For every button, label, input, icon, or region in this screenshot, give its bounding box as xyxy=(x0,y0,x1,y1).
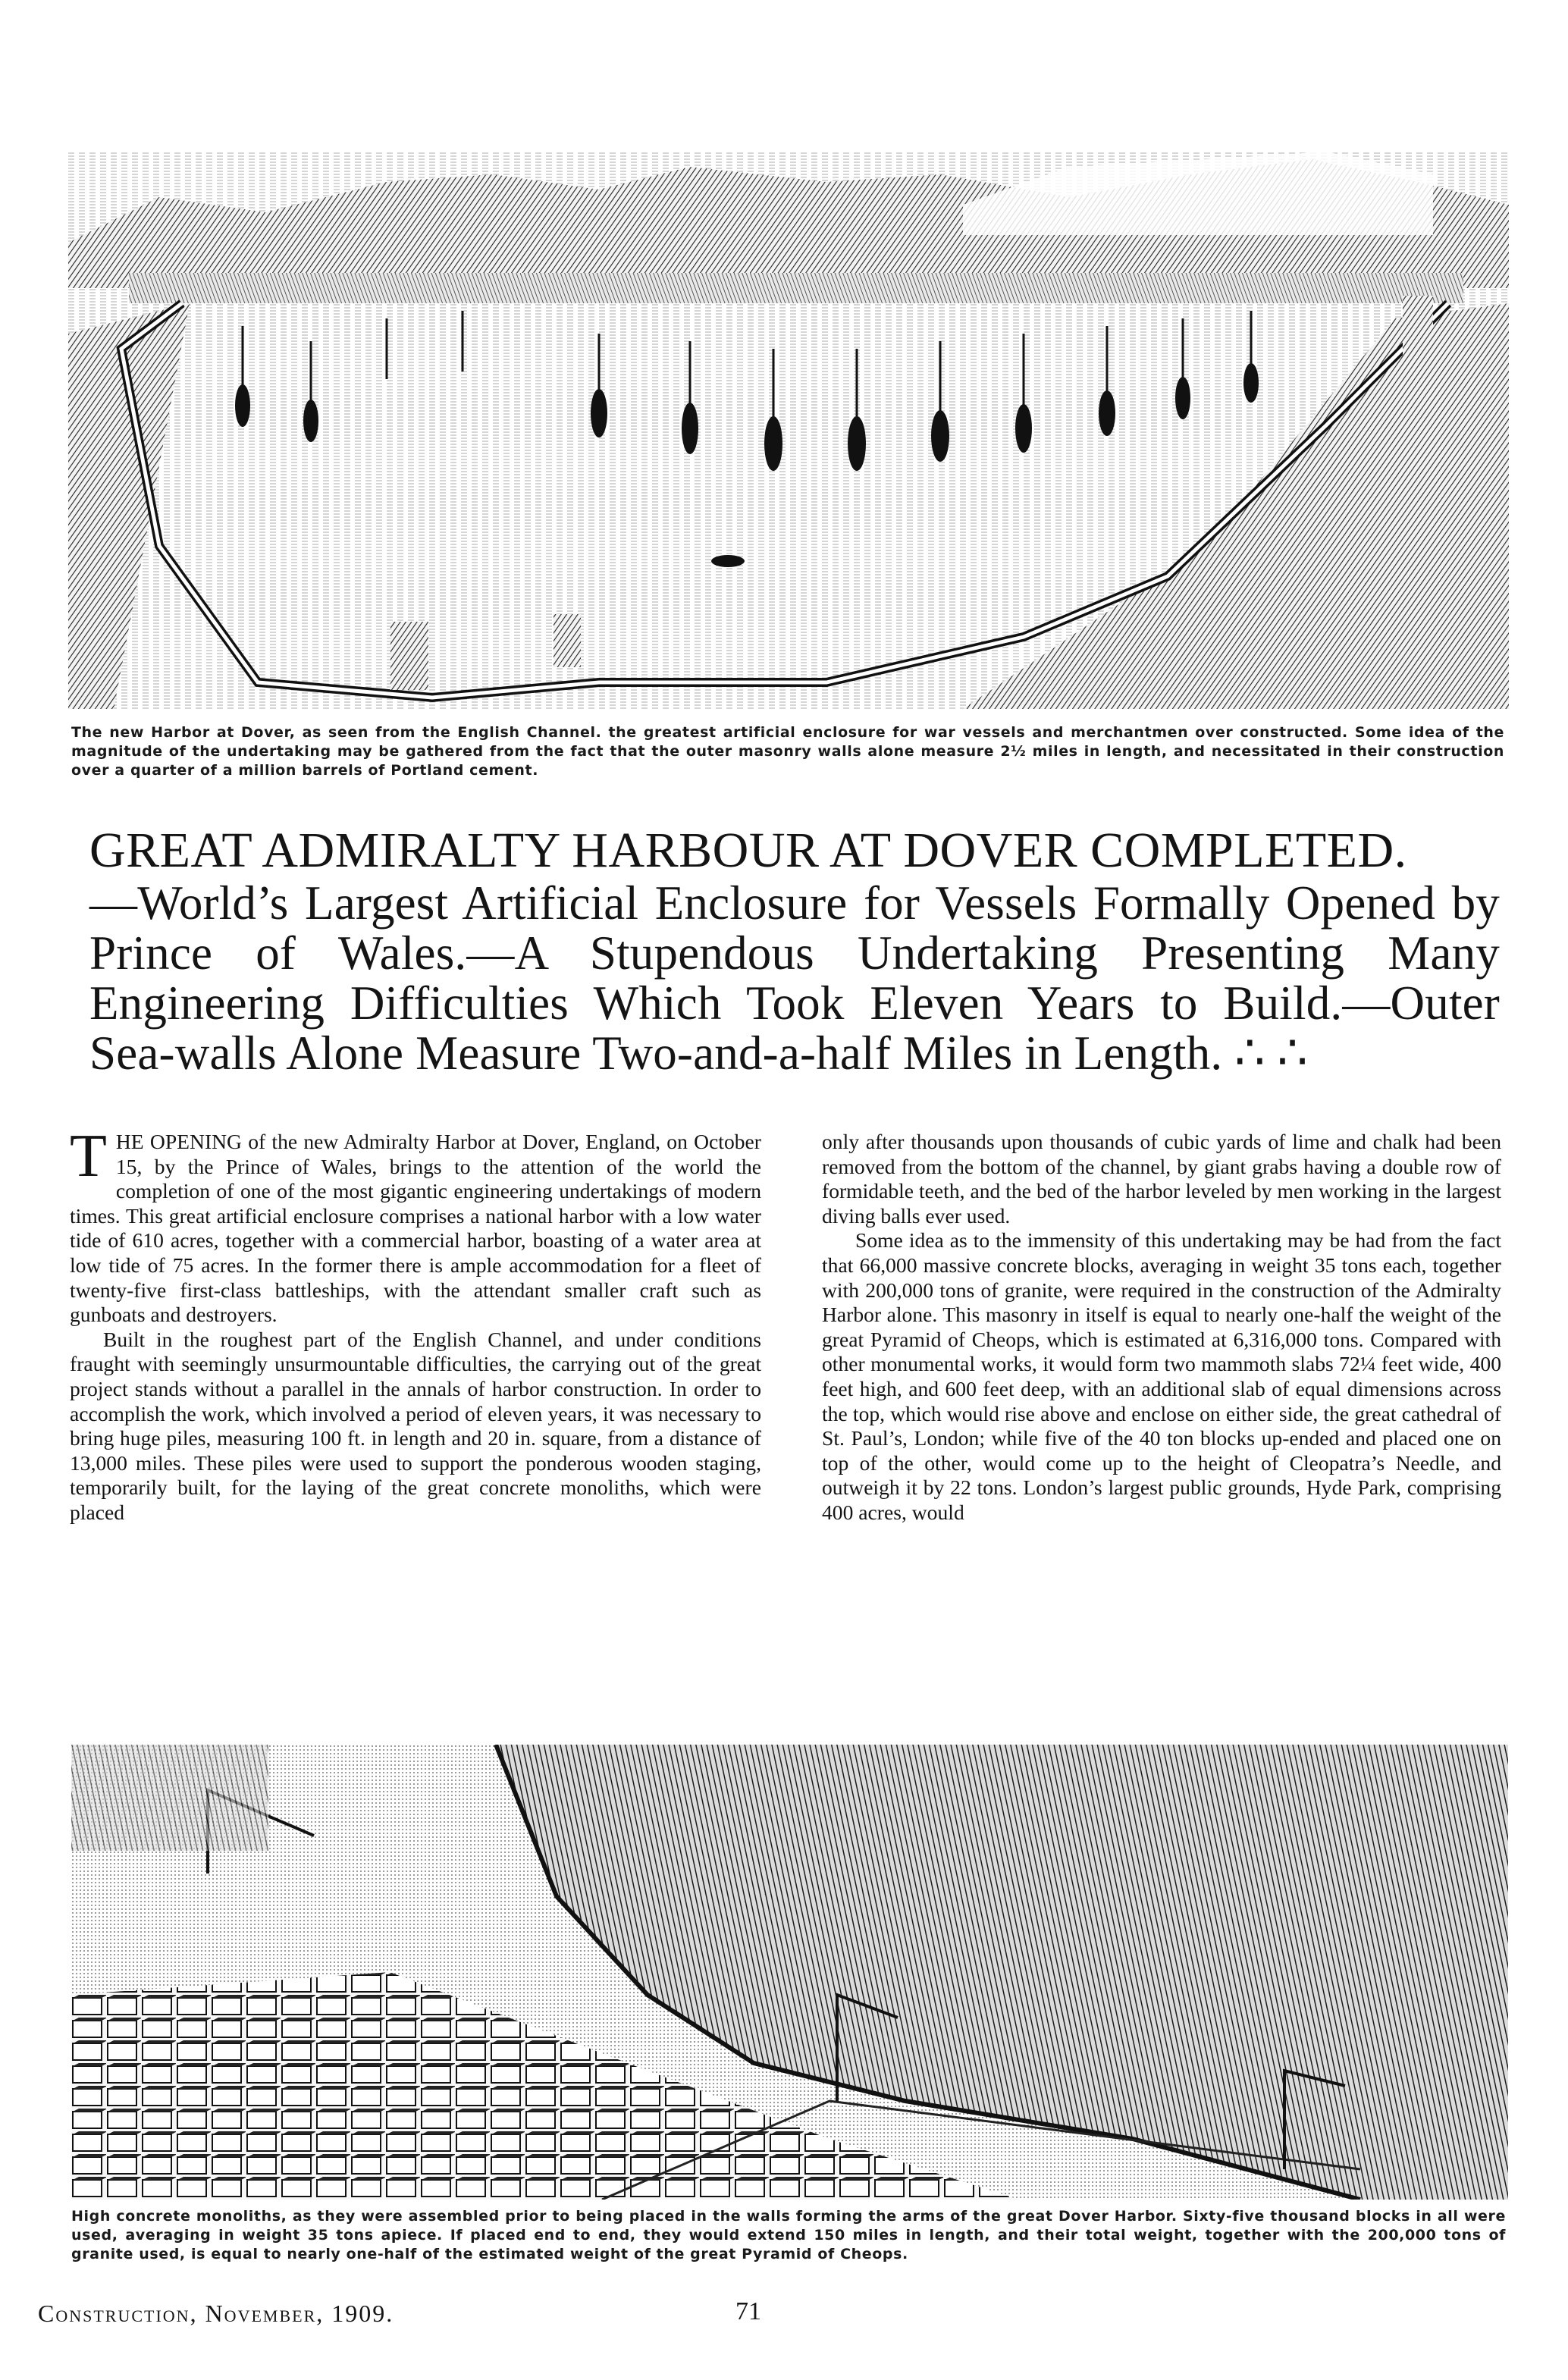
article-paragraph xyxy=(70,1123,761,1328)
article-paragraph-text: HE OPENING of the new Admiralty Harbor at Dover, England, on October 15, by the Prince of Wales, brings to the attention of the world the completion of one of the most gigantic engineering undertakings of modern times. This great artificial enclosure comprises a national harbor with a low water tide of 610 acres, together with a commercial harbor, boasting of a water area at low tide of 75 acres. In the former there is ample accommodation for a fleet of twenty-five first-class battleships, with the attendant smaller craft such as gunboats and destroyers. xyxy=(70,1130,761,1327)
top-photo-caption: The new Harbor at Dover, as seen from the English Channel. the greatest artificial enclosure for war vessels and merchantmen over constructed. Some idea of the magnitude of the undertaking may be gathered from the fact that the outer masonry walls alone measure 2½ miles in length, and necessitated in their construction over a quarter of a million barrels of Portland cement. xyxy=(71,724,1504,779)
article-left-column xyxy=(70,1123,761,1526)
publication-footer: Construction, November, 1909. xyxy=(38,2300,394,2327)
article-right-column xyxy=(822,1130,1501,1526)
harbor-aerial-illustration xyxy=(68,152,1509,709)
monoliths-yard-illustration xyxy=(71,1745,1508,2200)
article-headline: GREAT ADMIRALTY HARBOUR AT DOVER COMPLETED. xyxy=(89,823,1407,878)
bottom-photo-caption: High concrete monoliths, as they were assembled prior to being placed in the walls forming the arms of the great Dover Harbor. Sixty-five thousand blocks in all were used, averaging in weight 35 tons apiece. If placed end to end, they would extend 150 miles in length, and their total weight, together with the 200,000 tons of granite used, is equal to nearly one-half of the estimated weight of the great Pyramid of Cheops. xyxy=(71,2208,1506,2262)
article-paragraph: Built in the roughest part of the English Channel, and under conditions fraught with seemingly unsurmountable difficulties, the carrying out of the great project stands without a parallel in the annals of harbor construction. In order to accomplish the work, which involved a period of eleven years, it was necessary to bring huge piles, measuring 100 ft. in length and 20 in. square, from a distance of 13,000 miles. These piles were used to support the ponderous wooden staging, temporarily built, for the laying of the great concrete monoliths, which were placed xyxy=(70,1327,761,1524)
article-paragraph: Some idea as to the immensity of this undertaking may be had from the fact that 66,000 massive concrete blocks, averaging in weight 35 tons each, together with 200,000 tons of granite, were required in the construction of the Admiralty Harbor alone. This masonry in itself is equal to nearly one-half the weight of the great Pyramid of Cheops, which is estimated at 6,316,000 tons. Compared with other monumental works, it would form two mammoth slabs 72¼ feet wide, 400 feet high, and 600 feet deep, with an additional slab of equal dimensions across the top, which would rise above and enclose on either side, the great cathedral of St. Paul’s, London; while five of the 40 ton blocks up-ended and placed one on top of the other, would come up to the height of Cleopatra’s Needle, and outweigh it by 22 tons. London’s largest public grounds, Hyde Park, comprising 400 acres, would xyxy=(822,1228,1501,1524)
article-paragraph: only after thousands upon thousands of cubic yards of lime and chalk had been removed from the bottom of the channel, by giant grabs having a double row of formidable teeth, and the bed of the harbor leveled by men working in the largest diving balls ever used. xyxy=(822,1130,1501,1228)
article-subheadline: —World’s Largest Artificial Enclosure for Vessels Formally Opened by Prince of Wales.—A Stupendous Undertaking Presenting Many Engineering Difficulties Which Took Eleven Years to Build.—Outer Sea-walls Alone Measure Two-and-a-half Miles in Length. ∴ ∴ xyxy=(89,876,1500,1080)
page-number: 71 xyxy=(735,2297,761,2325)
drop-cap: T xyxy=(70,1123,107,1190)
concrete-monoliths-photo xyxy=(71,1745,1508,2200)
harbor-aerial-photo xyxy=(68,152,1509,709)
